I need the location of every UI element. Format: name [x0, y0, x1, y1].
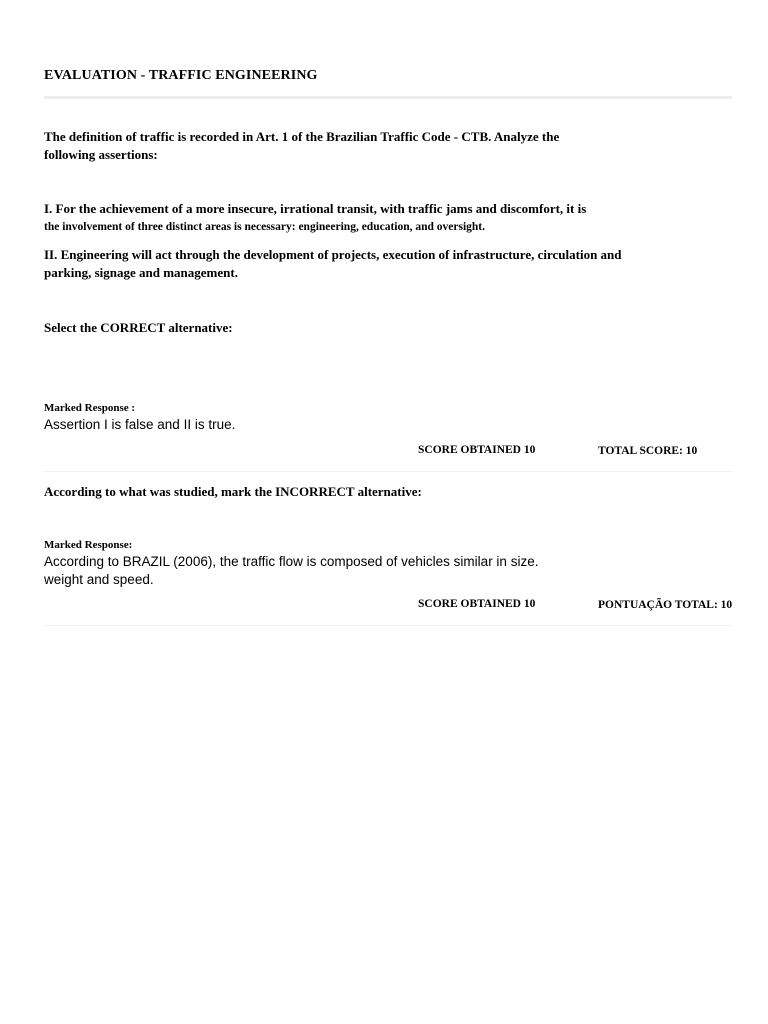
- q1-prompt: Select the CORRECT alternative:: [44, 320, 233, 335]
- page-title: EVALUATION - TRAFFIC ENGINEERING: [44, 68, 318, 83]
- q1-intro-line1: The definition of traffic is recorded in Art. 1 of the Brazilian Traffic Code - CTB. Analyze the: [44, 129, 560, 144]
- title-divider: [44, 96, 732, 99]
- q1-intro-line2: following assertions:: [44, 147, 158, 162]
- q1-assertion1-line2: the involvement of three distinct areas is necessary: engineering, education, and oversight.: [44, 221, 486, 233]
- q2-total-score: PONTUAÇÃO TOTAL: 10: [598, 599, 733, 611]
- q2-marked-answer-line1: According to BRAZIL (2006), the traffic flow is composed of vehicles similar in size.: [44, 554, 539, 569]
- q2-marked-answer-line2: weight and speed.: [44, 572, 154, 587]
- q1-score-obtained: SCORE OBTAINED 10: [418, 444, 536, 456]
- q1-marked-answer: Assertion I is false and II is true.: [44, 417, 236, 432]
- q2-marked-response-label: Marked Response:: [44, 539, 133, 551]
- q2-prompt: According to what was studied, mark the INCORRECT alternative:: [44, 484, 422, 499]
- q1-total-score: TOTAL SCORE: 10: [598, 445, 698, 457]
- question-divider: [44, 625, 732, 626]
- q1-assertion2-line2: parking, signage and management.: [44, 265, 238, 280]
- q1-assertion1-line1: I. For the achievement of a more insecure, irrational transit, with traffic jams and discomfort, it is: [44, 201, 587, 216]
- q2-score-obtained: SCORE OBTAINED 10: [418, 598, 536, 610]
- q1-assertion2-line1: II. Engineering will act through the development of projects, execution of infrastructure, circulation and: [44, 247, 622, 262]
- question-divider: [44, 471, 732, 472]
- q1-marked-response-label: Marked Response :: [44, 402, 136, 414]
